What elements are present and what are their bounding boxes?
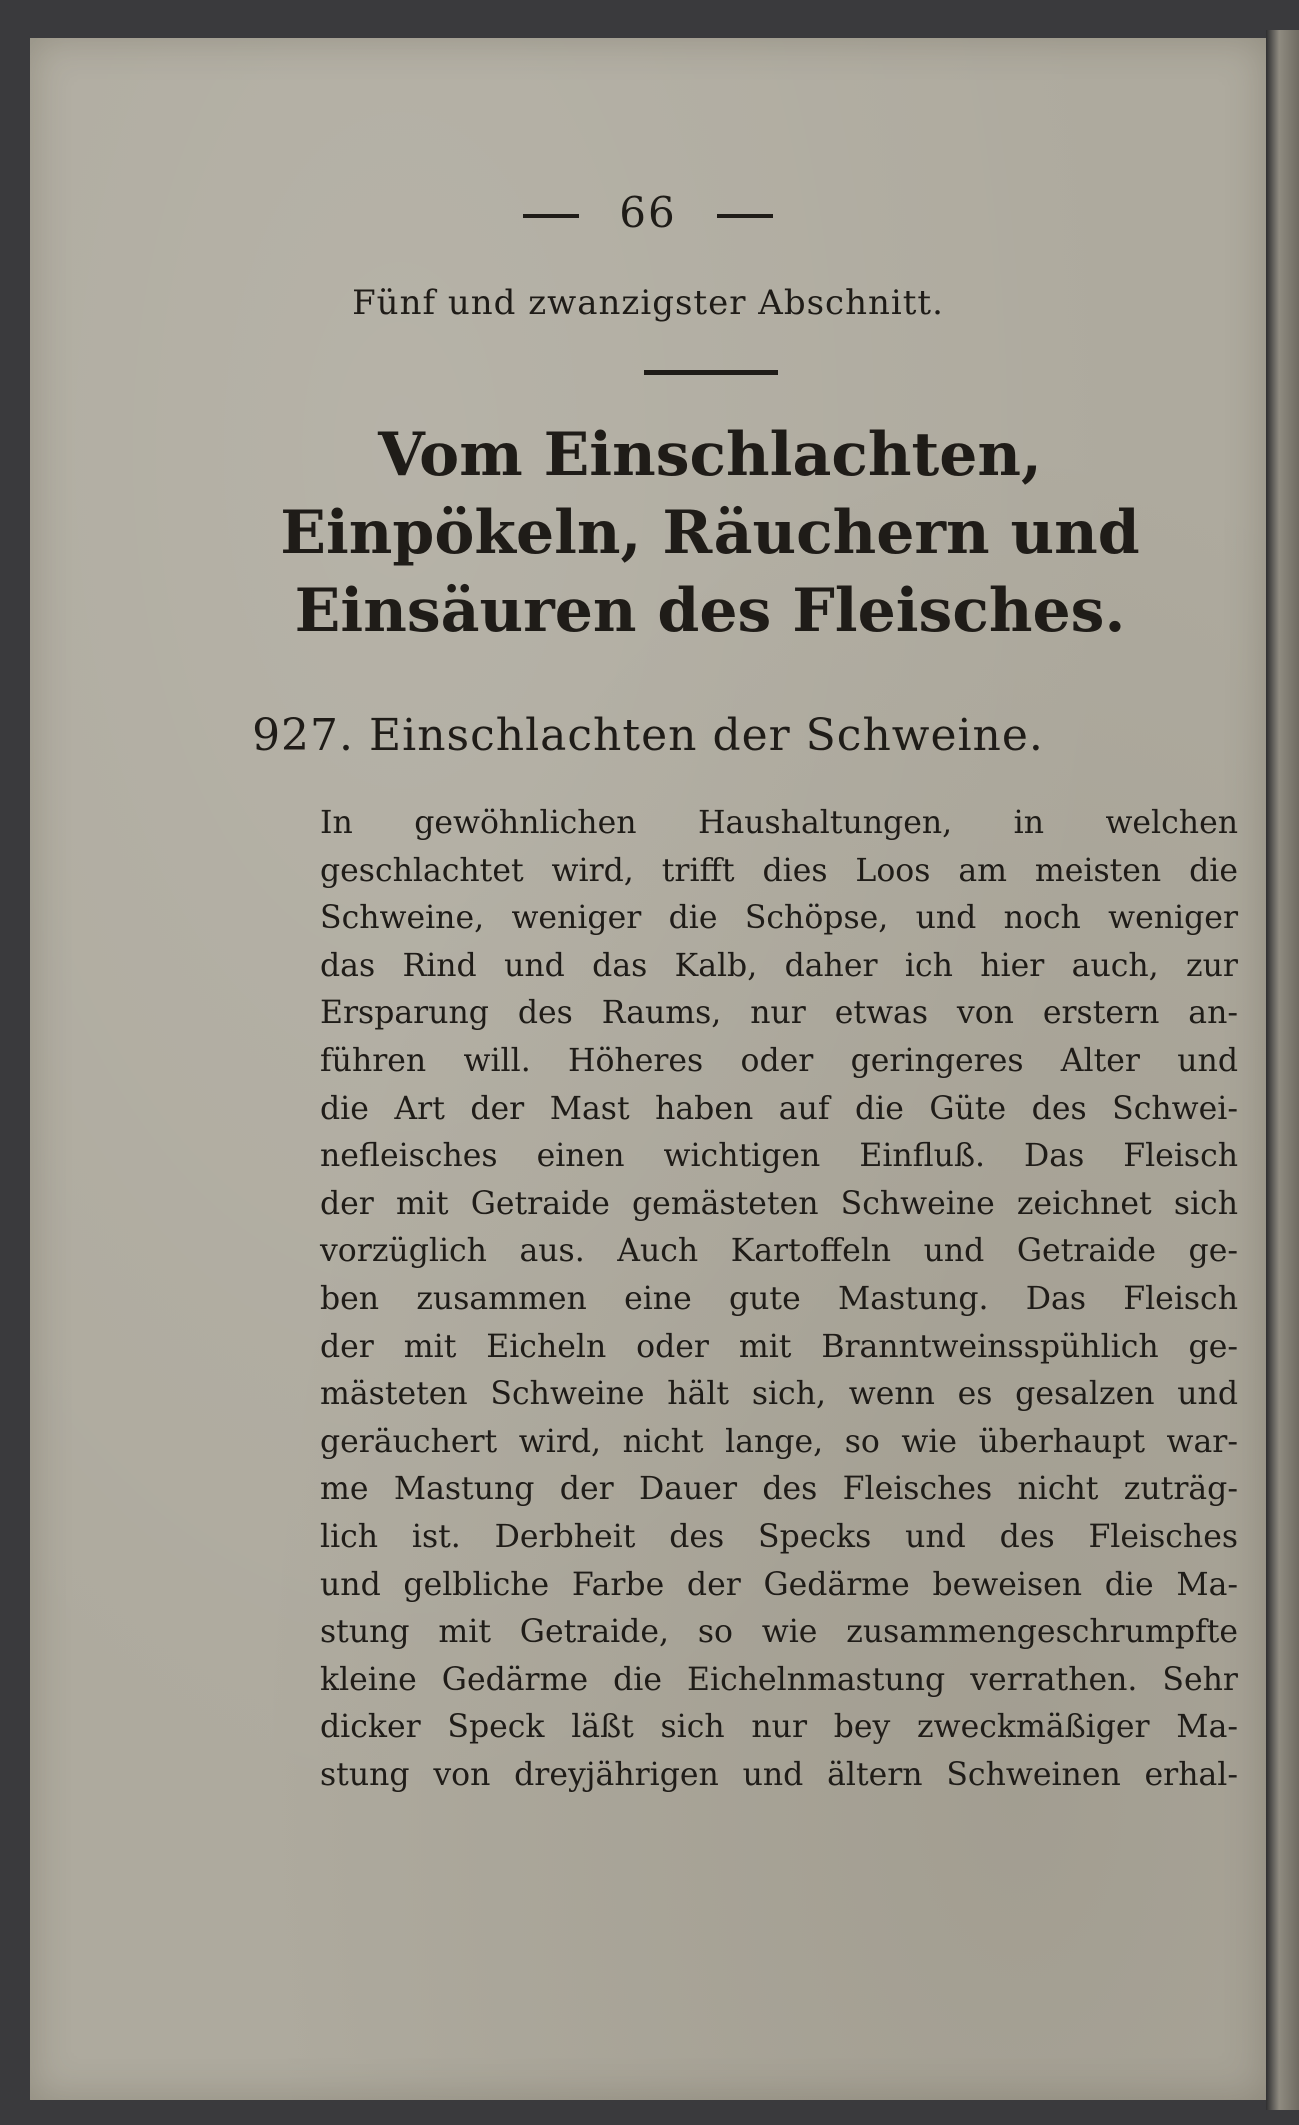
body-line: das Rind und das Kalb, daher ich hier auch, zur (320, 947, 1238, 984)
body-line: lich ist. Derbheit des Specks und des Fleisches (320, 1518, 1238, 1555)
body-line: geschlachtet wird, trifft dies Loos am meisten die (320, 852, 1238, 889)
body-line: geräuchert wird, nicht lange, so wie überhaupt war- (320, 1423, 1238, 1460)
section-heading: Fünf und zwanzigster Abschnitt. (352, 283, 944, 323)
body-line: vorzüglich aus. Auch Kartoffeln und Getraide ge- (320, 1233, 1238, 1270)
body-line: In gewöhnlichen Haushaltungen, in welchen (320, 805, 1238, 841)
body-line: der mit Getraide gemästeten Schweine zeichnet sich (320, 1185, 1238, 1222)
heading-rule (644, 370, 778, 375)
header-dash-right (717, 214, 773, 218)
body-line: ben zusammen eine gute Mastung. Das Fleisch (320, 1280, 1238, 1317)
body-line: nefleisches einen wichtigen Einfluß. Das Fleisch (320, 1138, 1238, 1175)
header-dash-left (523, 214, 579, 218)
page-sheet (30, 38, 1266, 2100)
subsection-title: 927. Einschlachten der Schweine. (252, 710, 1044, 761)
body-line: kleine Gedärme die Eichelnmastung verrathen. Sehr (320, 1661, 1238, 1698)
body-line: Ersparung des Raums, nur etwas von erstern an- (320, 995, 1238, 1032)
page-number: 66 (619, 188, 677, 237)
body-line: me Mastung der Dauer des Fleisches nicht zuträg- (320, 1471, 1238, 1508)
page-header (30, 188, 1266, 237)
body-line: die Art der Mast haben auf die Güte des Schwei- (320, 1090, 1238, 1127)
body-line: stung von dreyjährigen und ältern Schweinen erhal- (320, 1756, 1238, 1793)
body-line: mästeten Schweine hält sich, wenn es gesalzen und (320, 1376, 1238, 1413)
body-line: stung mit Getraide, so wie zusammengeschrumpfte (320, 1614, 1238, 1651)
body-line: führen will. Höheres oder geringeres Alter und (320, 1042, 1238, 1079)
body-line: dicker Speck läßt sich nur bey zweckmäßiger Ma- (320, 1709, 1238, 1746)
body-line: der mit Eicheln oder mit Branntweinsspühlich ge- (320, 1328, 1238, 1365)
body-line: Schweine, weniger die Schöpse, und noch weniger (320, 900, 1238, 937)
body-text (320, 800, 1238, 1799)
body-line: und gelbliche Farbe der Gedärme beweisen die Ma- (320, 1566, 1238, 1603)
chapter-title: Vom Einschlachten, Einpökeln, Räuchern und Einsäuren des Fleisches. (280, 420, 1140, 646)
facing-page-edge (1266, 30, 1299, 2110)
